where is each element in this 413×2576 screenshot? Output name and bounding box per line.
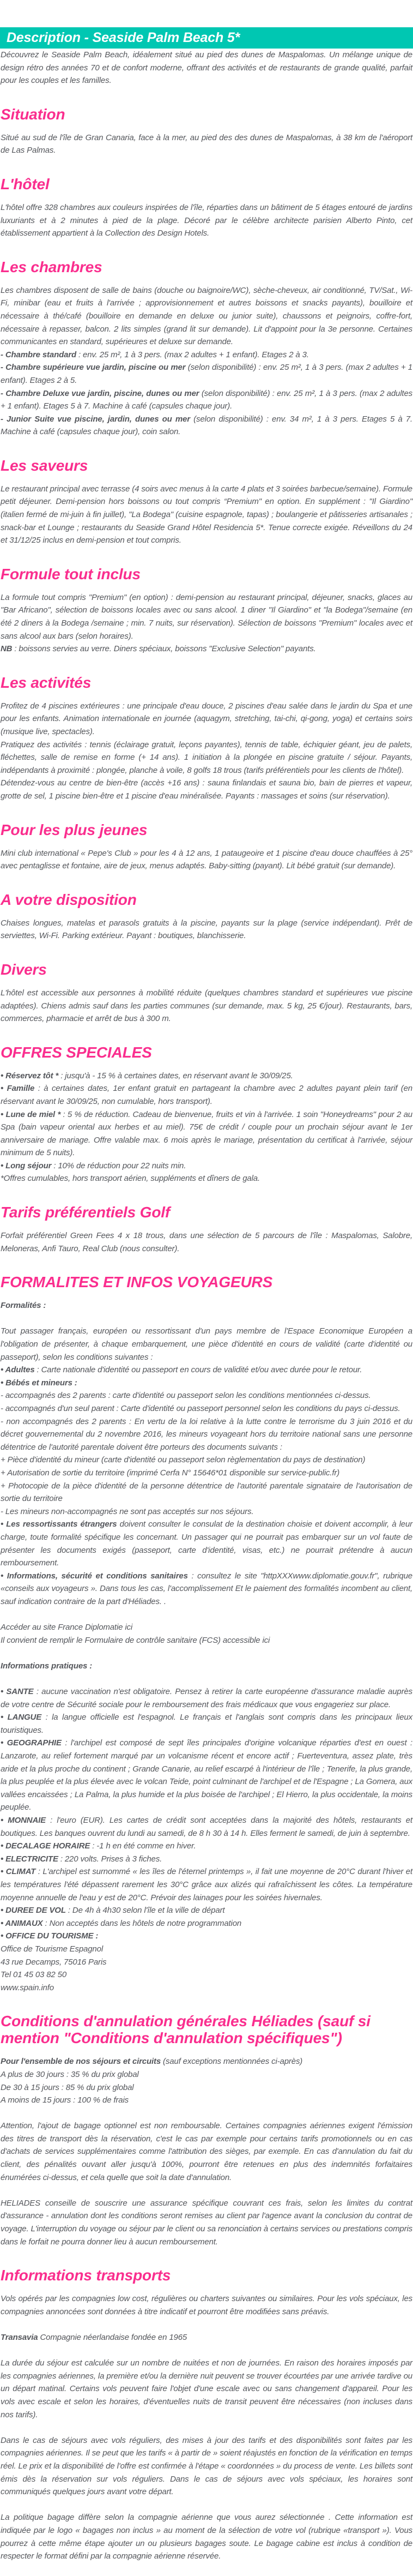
- page-title: Description - Seaside Palm Beach 5*: [7, 30, 240, 45]
- section-activites: [1, 674, 412, 803]
- paragraph: Mini club international « Pepe's Club » pour les 4 à 12 ans, 1 pataugeoire et 1 piscine d'eau douce chauffées à 25° avec pentaglisse et fontaine, aire de jeux, menus adaptés. Baby-sitting (payant). Lit bébé gratuit (sur demande).: [1, 848, 412, 871]
- spacer: [1, 2184, 412, 2197]
- section-saveurs: [1, 457, 412, 547]
- paragraph: [1, 1570, 412, 1608]
- term-text: (selon disponibilité) : env. 25 m², 1 à 3 pers. (max 2 adultes + 1 enfant). Etages 2 à 5.: [1, 363, 413, 385]
- paragraph: A moins de 15 jours : 100 % de frais: [1, 2095, 129, 2105]
- spacer: [1, 1647, 412, 1660]
- paragraph: Vols opérés par les compagnies low cost, régulières ou charters suivantes ou similaires. Pour les vols spéciaux, les compagnies annoncées sont données à titre indicatif et pourront être modifiées sans préavis.: [1, 2294, 412, 2316]
- term-label: • OFFICE DU TOURISME :: [1, 1931, 99, 1941]
- term-text: : aucune vaccination n'est obligatoire. Pensez à retirer la carte européenne d'assurance maladie auprès de votre centre de Sécurité sociale pour le remboursement des frais médicaux que vous engageriez sur place.: [1, 1687, 412, 1709]
- paragraph: Pratiquez des activités : tennis (éclairage gratuit, leçons payantes), tennis de table, échiquier géant, jeu de palets, fléchettes, salle de remise en forme (+ 14 ans). 1 initiation à la plongée en piscine gratuite / séjour. Payants, indépendants à proximité : plongée, planche à voile, 8 golfs 18 trous (tarifs préférentiels pour les clients de l'hôtel).: [1, 740, 412, 775]
- paragraph: - accompagnés d'un seul parent : Carte d'identité ou passeport personnel selon les conditions du pays ci-dessus.: [1, 1404, 400, 1413]
- paragraph: La formule tout compris "Premium" (en option) : demi-pension au restaurant principal, déjeuner, snacks, glaces au "Bar Africano", sélection de boissons locales avec ou sans alcool. 1 diner "Il Giardino" et "la Bodega"/semaine (en été 2 diners à la Bodega /semaine ; min. 7 nuits, sur réservation). Sélection de boissons "Premium" locales avec et sans alcool aux bars (selon horaires).: [1, 592, 412, 641]
- section-situation: [1, 106, 412, 157]
- paragraph: [1, 1865, 412, 1904]
- section-heading-saveurs: Les saveurs: [1, 457, 88, 474]
- paragraph: Situé au sud de l'île de Gran Canaria, face à la mer, au pied des des dunes de Maspalomas, à 38 km de l'aéroport de Las Palmas.: [1, 133, 412, 155]
- paragraph: - Les mineurs non-accompagnés ne sont pas acceptés sur nos séjours.: [1, 1506, 254, 1516]
- paragraph: A plus de 30 jours : 35 % du prix global: [1, 2069, 139, 2079]
- section-heading-situation: Situation: [1, 105, 65, 123]
- term-label: • Famille: [1, 1084, 35, 1094]
- term-text: doivent consulter le consulat de la destination choisie et doivent accomplir, à leur charge, toute formalité spécifique les concernant. Un passager qui ne pourrait pas embarquer sur un vol faute de présenter les documents exigés (passeport, carte d'identité, visas, etc.) ne pourrait prétendre à aucun remboursement.: [1, 1520, 412, 1568]
- spacer: [1, 1312, 412, 1325]
- paragraph: [1, 2331, 412, 2344]
- paragraph: [1, 1518, 412, 1569]
- section-heading-chambres: Les chambres: [1, 258, 102, 275]
- paragraph: Forfait préférentiel Green Fees 4 x 18 trous, dans une sélection de 5 parcours de l'île : Maspalomas, Salobre, Meloneras, Anfi Tauro, Real Club (nous consulter).: [1, 1231, 412, 1253]
- paragraph: [1, 413, 412, 439]
- paragraph: [1, 1660, 412, 1673]
- term-label: Formalités :: [1, 1301, 46, 1311]
- paragraph: [1, 1364, 412, 1377]
- term-text: : -1 h en été comme en hiver.: [90, 1841, 196, 1851]
- term-text: : 10% de réduction pour 22 nuits min.: [51, 1161, 186, 1170]
- paragraph: Dans le cas de séjours avec vols réguliers, des mises à jour des tarifs et des disponibilités sont faites par les compagnies aériennes. Il se peut que les tarifs « à partir de » soient réajustés en fonction de la vérification en temps réel. Le prix et la disponibilité de l'offre est confirmée à l'étape « coordonnées » du process de vente. Les billets sont émis dès la réservation sur vols réguliers. Dans le cas de séjours avec vols spéciaux, les horaires sont communiqués quelques jours avant votre départ.: [1, 2435, 412, 2497]
- paragraph: Profitez de 4 piscines extérieures : une principale d'eau douce, 2 piscines d'eau salée dans le jardin du Spa et une pour les enfants. Animation internationale en journée (aquagym, stretching, tai-chi, qi-gong, yoga) et certains soirs (musique live, spectacles).: [1, 701, 412, 736]
- paragraph: HELIADES conseille de souscrire une assurance spécifique couvrant ces frais, selon les limites du contrat d'assurance - annulation dont les conditions seront remises au client par l'agence avant la conclusion du contrat de voyage. L'interruption du voyage ou séjour par le client ou sa renonciation à certains services ou prestations compris dans le forfait ne pourra donner lieu à aucun remboursement.: [1, 2198, 412, 2247]
- term-label: • Réservez tôt *: [1, 1071, 59, 1080]
- term-label: • Adultes: [1, 1365, 35, 1375]
- paragraph: L'hôtel offre 328 chambres aux couleurs inspirées de l'île, réparties dans un bâtiment de 5 étages entouré de jardins luxuriants et à 2 minutes à pied de la plage. Décoré par le célèbre architecte parisien Alberto Pinto, cet établissement appartient à la Collection des Design Hotels.: [1, 202, 412, 238]
- term-label: • LANGUE: [1, 1713, 42, 1722]
- paragraph: [1, 1711, 412, 1737]
- section-transports: [1, 2267, 412, 2562]
- paragraph: [1, 1930, 412, 1943]
- spacer: [1, 1672, 412, 1685]
- term-label: • Long séjour: [1, 1161, 52, 1170]
- term-label: - Chambre supérieure vue jardin, piscine ou mer: [1, 363, 186, 373]
- paragraph: La durée du séjour est calculée sur un nombre de nuitées et non de journées. En raison des horaires imposés par les compagnies aériennes, la première et/ou la dernière nuit peuvent se trouver écourtées par une arrivée tardive ou un départ matinal. Certains vols peuvent faire l'objet d'une escale avec ou sans changement d'appareil. Pour les vols avec escale et selon les horaires, d'éventuelles nuits de transit peuvent être nécessaires (non incluses dans nos tarifs).: [1, 2358, 412, 2419]
- term-text: : l'archipel est composé de sept îles principales d'origine volcanique réparties d'est en ouest : Lanzarote, au relief fortement marqué par un volcanisme récent et encore actif ; Fuerteventura, assez plate, très aride et la plus proche du continent ; Grande Canarie, au relief escarpé à l'intérieur de l'île ; Tenerife, la plus grande, la plus peuplée et la plus élevée avec le volcan Teide, point culminant de l'archipel et de l'Espagne ; La Gomera, aux vallées encaissées ; La Palma, la plus humide et la plus boisée de l'archipel ; El Hierro, la plus occidentale, la moins peuplée.: [1, 1738, 412, 1812]
- section-heading-divers: Divers: [1, 960, 47, 978]
- term-text: : De 4h à 4h30 selon l'île et la ville de départ: [65, 1906, 225, 1916]
- term-text: (selon disponibilité) : env. 25 m², 1 à 3 pers. (max 2 adultes + 1 enfant). Etages 5 à 7. Machine à café (capsules chaque jour).: [1, 388, 412, 411]
- paragraph: Détendez-vous au centre de bien-être (accès +16 ans) : sauna finlandais et sauna bio, bain de pierres et vapeur, grotte de sel, 1 piscine bien-être et 1 piscine d'eau minéralisée. Payants : massages et soins (sur réservation).: [1, 778, 412, 801]
- paragraph: [1, 1377, 412, 1390]
- section-heading-transports: Informations transports: [1, 2267, 171, 2284]
- paragraph: [1, 1904, 412, 1917]
- section-heading-offres-speciales: OFFRES SPECIALES: [1, 1043, 152, 1061]
- term-text: : Carte nationale d'identité ou passeport en cours de validité et/ou avec durée pour le retour.: [34, 1365, 362, 1375]
- paragraph: Tel 01 45 03 82 50: [1, 1970, 67, 1980]
- paragraph: [1, 643, 412, 656]
- term-text: (selon disponibilité) : env. 34 m², 1 à 3 pers. Etages 5 à 7. Machine à café (capsules chaque jour), coin salon.: [1, 414, 413, 437]
- term-label: - Chambre Deluxe vue jardin, piscine, dunes ou mer: [1, 388, 199, 398]
- paragraph: www.spain.info: [1, 1983, 54, 1992]
- term-label: • Les ressortissants étrangers: [1, 1520, 117, 1529]
- spacer: [1, 2499, 412, 2512]
- paragraph: - accompagnés des 2 parents : carte d'identité ou passeport selon les conditions mentionnées ci-dessus.: [1, 1391, 371, 1401]
- section-heading-hotel: L'hôtel: [1, 175, 50, 193]
- paragraph: [1, 1685, 412, 1711]
- paragraph: [1, 387, 412, 413]
- term-text: : Non acceptés dans les hôtels de notre programmation: [42, 1918, 242, 1928]
- term-text: : l'euro (EUR). Les cartes de crédit sont acceptées dans la majorité des hôtels, restaurants et boutiques. Les banques ouvrent du lundi au samedi, de 8 h 30 à 14 h. Elles ferment le samedi, de juin à septembre.: [1, 1816, 412, 1838]
- term-label: • Informations, sécurité et conditions sanitaires: [1, 1571, 188, 1581]
- paragraph: L'hôtel est accessible aux personnes à mobilité réduite (quelques chambres standard et supérieures vue piscine adaptées). Chiens admis sauf dans les parties communes (sur demande, max. 5 kg, 25 €/jour). Restaurants, bars, commerces, pharmacie et arrêt de bus à 300 m.: [1, 988, 412, 1024]
- spacer: [1, 2107, 412, 2120]
- term-text: : consultez le site "httpXXXwww.diplomatie.gouv.fr", rubrique «conseils aux voyageurs ». Dans tous les cas, l'accomplissement Et le paiement des formalités incombent au client, sauf indication contraire de la part d'Héliades. .: [1, 1571, 413, 1606]
- term-text: : jusqu'à - 15 % à certaines dates, en réservant avant le 30/09/25.: [58, 1071, 293, 1080]
- section-divers: [1, 961, 412, 1025]
- paragraph: [1, 1299, 412, 1312]
- term-label: • DECALAGE HORAIRE: [1, 1841, 90, 1851]
- paragraph: [1, 349, 412, 362]
- term-text: : la langue officielle est l'espagnol. Le français et l'anglais sont compris dans les principaux lieux touristiques.: [1, 1713, 412, 1735]
- paragraph: [1, 1082, 412, 1108]
- spacer: [1, 1608, 412, 1622]
- term-label: • DUREE DE VOL: [1, 1906, 66, 1916]
- paragraph: [1, 361, 412, 387]
- spacer: [1, 2344, 412, 2357]
- term-text: : 220 volts. Prises à 3 fiches.: [58, 1854, 162, 1864]
- paragraph: [1, 1737, 412, 1814]
- spacer: [1, 2421, 412, 2434]
- sections-container: [1, 106, 412, 2563]
- section-heading-tarifs-golf: Tarifs préférentiels Golf: [1, 1204, 171, 1221]
- term-label: • SANTE: [1, 1687, 34, 1697]
- term-label: Informations pratiques :: [1, 1661, 93, 1671]
- paragraph: [1, 1108, 412, 1160]
- paragraph: *Offres cumulables, hors transport aérien, suppléments et dîners de gala.: [1, 1174, 260, 1184]
- section-heading-formule-tout-inclus: Formule tout inclus: [1, 565, 141, 583]
- paragraph: Attention, l'ajout de bagage optionnel est non remboursable. Certaines compagnies aériennes exigent l'émission des titres de transport dès la réservation, c'est le cas par exemple pour certains tarifs promotionnels ou en cas d'achats de services supplémentaires comme l'attribution des sièges, par exemple. En cas d'annulation du fait du client, des pénalités ouvant aller jusqu'à 100%, pourront être retenues en plus des indemnités forfaitaires énumérées ci-dessus, et cela quelle que soit la date d'annulation.: [1, 2121, 412, 2182]
- paragraph: [1, 1070, 412, 1083]
- section-formalites: [1, 1274, 412, 1994]
- term-label: • MONNAIE: [1, 1816, 46, 1825]
- paragraph: [1, 1840, 412, 1853]
- section-hotel: [1, 176, 412, 240]
- paragraph: La politique bagage diffère selon la compagnie aérienne que vous aurez sélectionnée . Cette information est indiquée par le logo « bagages non inclus » au moment de la sélection de votre vol (rubrique «transport »). Vous pourrez à cette même étape ajouter un ou plusieurs bagages soute. Le bagage cabine est inclus à condition de respecter le format défini par la compagnie aérienne réservée.: [1, 2513, 412, 2561]
- paragraph: Il convient de remplir le Formulaire de contrôle sanitaire (FCS) accessible ici: [1, 1635, 270, 1645]
- paragraph: + Photocopie de la pièce d'identité de la personne détentrice de l'autorité parentale signataire de l'autorisation de sortie du territoire: [1, 1481, 412, 1504]
- term-text: (sauf exceptions mentionnées ci-après): [161, 2057, 303, 2067]
- paragraph: Tout passager français, européen ou ressortissant d'un pays membre de l'Espace Economique Européen a l'obligation de présenter, à chaque embarquement, une pièce d'identité en cours de validité (carte d'identité ou passeport), selon les conditions suivantes :: [1, 1326, 412, 1362]
- section-heading-conditions-annulation: Conditions d'annulation générales Héliades (sauf si mention "Conditions d'annulation spécifiques"): [1, 2013, 371, 2047]
- paragraph: Accéder au site France Diplomatie ici: [1, 1623, 133, 1632]
- section-offres-speciales: [1, 1044, 412, 1185]
- term-label: - Chambre standard: [1, 350, 76, 359]
- paragraph: [1, 1917, 412, 1930]
- section-heading-plus-jeunes: Pour les plus jeunes: [1, 821, 148, 838]
- term-text: : 5 % de réduction. Cadeau de bienvenue, fruits et vin à l'arrivée. 1 soin "Honeydreams" pour 2 au Spa (bain vapeur oriental aux herbes et au miel). 75€ de crédit / couple pour un prochain séjour avant le 1er anniversaire de mariage. Offre valable max. 6 mois après le mariage, présentation du certificat à l'arrivée, séjour minimum de 5 nuits).: [1, 1109, 412, 1158]
- paragraph: [1, 1853, 412, 1866]
- term-label: • GEOGRAPHIE: [1, 1738, 62, 1748]
- paragraph: Chaises longues, matelas et parasols gratuits à la piscine, payants sur la plage (service indépendant). Prêt de serviettes, Wi-Fi. Parking extérieur. Payant : boutiques, blanchisserie.: [1, 918, 412, 941]
- term-label: • Bébés et mineurs :: [1, 1378, 77, 1388]
- paragraph: Office de Tourisme Espagnol: [1, 1944, 103, 1954]
- paragraph: De 30 à 15 jours : 85 % du prix global: [1, 2082, 134, 2092]
- spacer: [1, 2318, 412, 2331]
- section-chambres: [1, 259, 412, 439]
- section-plus-jeunes: [1, 821, 412, 873]
- term-label: Transavia: [1, 2333, 38, 2342]
- document-body: [0, 49, 413, 2576]
- section-heading-formalites: FORMALITES ET INFOS VOYAGEURS: [1, 1274, 273, 1291]
- section-heading-disposition: A votre disposition: [1, 891, 137, 908]
- paragraph: + Pièce d'identité du mineur (carte d'identité ou passeport selon règlementation du pays de destination): [1, 1455, 366, 1465]
- paragraph: Les chambres disposent de salle de bains (douche ou baignoire/WC), sèche-cheveux, air conditionné, TV/Sat., Wi-Fi, minibar (eau et fruits à l'arrivée ; approvisionnement et autres boissons et snacks payants), bouilloire et nécessaire à thé/café (bouilloire en demande en deluxe ou junior suite), chaussons et peignoirs, coffre-fort, nécessaire à repasser, balcon. 2 lits simples (grand lit sur demande). Lit d'appoint pour la 3e personne. Certaines communicantes en standard, supérieures et deluxe sur demande.: [1, 285, 412, 347]
- term-label: Pour l'ensemble de nos séjours et circuits: [1, 2057, 161, 2067]
- term-text: : env. 25 m², 1 à 3 pers. (max 2 adultes + 1 enfant). Etages 2 à 3.: [76, 350, 309, 359]
- section-conditions-annulation: [1, 2013, 412, 2248]
- term-label: NB: [1, 644, 13, 654]
- term-text: : boissons servies au verre. Diners spéciaux, boissons "Exclusive Selection" payants.: [12, 644, 316, 654]
- description-banner: [0, 27, 413, 49]
- term-label: • ANIMAUX: [1, 1918, 43, 1928]
- paragraph: [1, 2055, 412, 2068]
- term-text: : à certaines dates, 1er enfant gratuit en partageant la chambre avec 2 adultes payant plein tarif (en réservant avant le 30/09/25, non cumulable, hors transport).: [1, 1084, 412, 1106]
- term-label: • ELECTRICITE: [1, 1854, 58, 1864]
- paragraph: [1, 1160, 412, 1173]
- term-text: Compagnie néerlandaise fondée en 1965: [38, 2333, 187, 2342]
- paragraph: 43 rue Decamps, 75016 Paris: [1, 1957, 107, 1967]
- section-formule-tout-inclus: [1, 566, 412, 656]
- paragraph: - non accompagnés des 2 parents : En vertu de la loi relative à la lutte contre le terrorisme du 3 juin 2016 et du décret gouvernemental du 2 novembre 2016, les mineurs voyageant hors du territoire national sans une personne détentrice de l'autorité parentale doivent être porteurs des documents suivants :: [1, 1416, 412, 1452]
- section-heading-activites: Les activités: [1, 674, 92, 691]
- paragraph: + Autorisation de sortie du territoire (imprimé Cerfa N° 15646*01 disponible sur service-public.fr): [1, 1468, 340, 1478]
- intro-paragraph: Découvrez le Seaside Palm Beach, idéalement situé au pied des dunes de Maspalomas. Un mélange unique de design rétro des années 70 et de confort moderne, offrant des activités et de restaurants de grande qualité, parfait pour les couples et les familles.: [1, 50, 412, 86]
- section-tarifs-golf: [1, 1204, 412, 1255]
- term-text: : L'archipel est surnommé « les îles de l'éternel printemps », il fait une moyenne de 20°C durant l'hiver et les températures l'été dépassent rarement les 30°C grâce aux alizés qui rafraîchissent les côtes. La température moyenne annuelle de l'eau y est de 20°C. Prévoir des lainages pour les soirées hivernales.: [1, 1867, 412, 1902]
- paragraph: [1, 1814, 412, 1840]
- term-label: • CLIMAT: [1, 1867, 36, 1877]
- term-label: • Lune de miel *: [1, 1109, 61, 1119]
- term-label: - Junior Suite vue piscine, jardin, dunes ou mer: [1, 414, 190, 424]
- paragraph: Le restaurant principal avec terrasse (4 soirs avec menus à la carte 4 plats et 3 soirées barbecue/semaine). Formule petit déjeuner. Demi-pension hors boissons ou tout compris “Premium" en option. En supplément : "Il Giardino" (italien fermé de mi-juin à fin juillet), "La Bodega" (cuisine espagnole, tapas) ; boulangerie et pâtisseries artisanales ; snack-bar et Lounge ; restaurants du Seaside Grand Hôtel Residencia 5*. Tenue correcte exigée. Réveillons du 24 et 31/12/25 inclus en demi-pension et tout compris.: [1, 484, 412, 545]
- section-disposition: [1, 891, 412, 942]
